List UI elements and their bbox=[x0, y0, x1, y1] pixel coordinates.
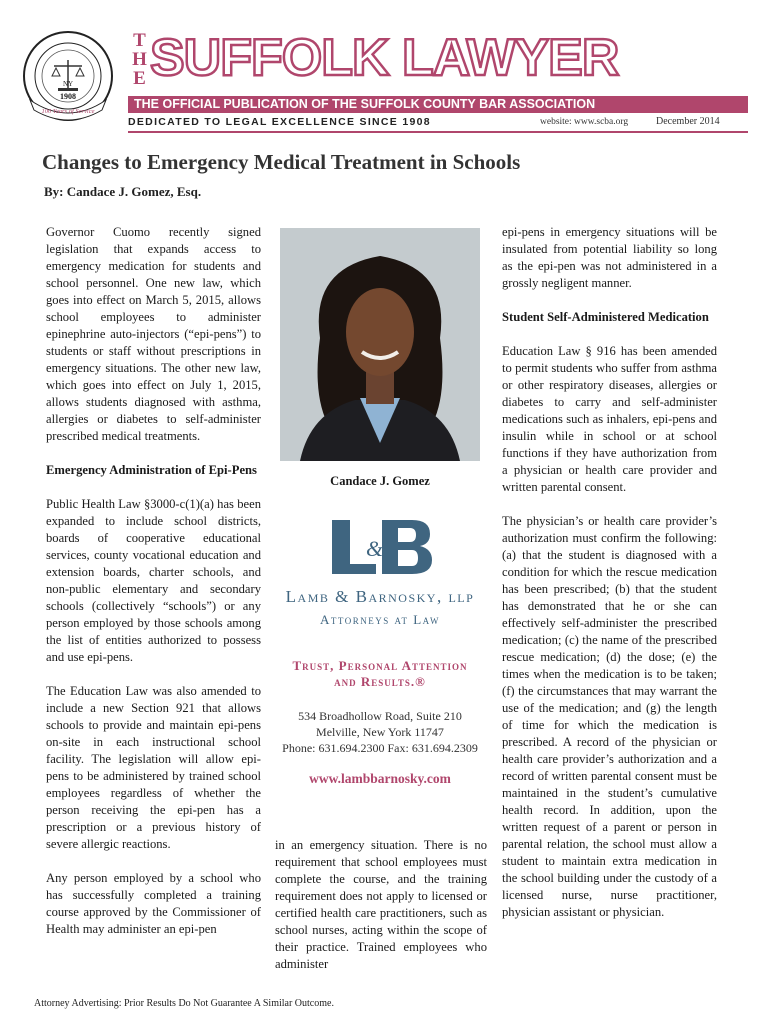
lamb-barnosky-logo bbox=[326, 516, 434, 576]
ad-tagline: Trust, Personal Attention and Results.® bbox=[292, 658, 468, 689]
firm-subtitle: Attorneys at Law bbox=[320, 612, 440, 627]
paragraph: in an emergency situation. There is no requirement that school employees must complete the course, and the training requirement does not apply to licensed or certified health care practitioners, such as school nurses, acting within the scope of their practice. Trained employees who administer bbox=[275, 838, 487, 971]
masthead-the: THE bbox=[129, 30, 150, 87]
firm-name: Lamb & Barnosky, llp bbox=[285, 587, 475, 606]
paragraph: The Education Law was also amended to include a new Section 921 that allows schools to provide and maintain epi-pens on-site in each instructional school facility. The legislation will allow epi-pens to be administered by trained school employees regardless of whether the person receiving the epi-pen has a prescription or a previous history of severe allergic reactions. bbox=[46, 684, 261, 851]
masthead-subtitle: THE OFFICIAL PUBLICATION OF THE SUFFOLK COUNTY BAR ASSOCIATION bbox=[128, 96, 748, 113]
svg-text:&: & bbox=[366, 536, 384, 561]
paragraph: Education Law § 916 has been amended to permit students who suffer from asthma or other respiratory diseases, allergies or diabetes to carry and self-administer medications such as inhalers, epi-pens and insulin while in school or at school functions if they have authorization from a physician or health care provider and written parental consent. bbox=[502, 344, 717, 494]
section-heading: Student Self-Administered Medication bbox=[502, 310, 709, 324]
article-byline: By: Candace J. Gomez, Esq. bbox=[44, 184, 202, 199]
masthead-website[interactable]: website: www.scba.org bbox=[540, 117, 629, 127]
paragraph: epi-pens in emergency situations will be insulated from potential liability so long as the epi-pen was not administered in a grossly negligent manner. bbox=[502, 225, 717, 290]
seal-ribbon: 100 Years of Service bbox=[41, 108, 95, 115]
paragraph: The physician’s or health care provider’s authorization must confirm the following: (a) that the student is diagnosed with a condition for which the rescue medication has been prescribed; (b) that the student has demonstrated that he or she can effectively self-administer the prescribed medication; (c) the name of the prescribed rescue medication; (d) the dose; (e) the times when the medication is to be taken; (f) the circumstances that may warrant the use of the medication; and (g) the length of time for which the medication is prescribed. A record of the physician or health care provider’s authorization and a record of written parental consent must be maintained in the student’s cumulative health record. In addition, upon the written request of a parent or person in parental relation, the school must allow a student to maintain extra medication in the school building under the custody of a licensed nurse, nurse practitioner, physician assistant or physician. bbox=[502, 514, 717, 919]
article-column-2 bbox=[275, 837, 487, 990]
paragraph: Any person employed by a school who has successfully completed a training course approved by the Commissioner of Health may administer an epi-pen bbox=[46, 871, 261, 936]
phone-fax: Phone: 631.694.2300 Fax: 631.694.2309 bbox=[282, 741, 478, 755]
author-photo bbox=[280, 228, 480, 461]
article-headline: Changes to Emergency Medical Treatment in Schools bbox=[42, 150, 521, 174]
lb-monogram-icon bbox=[326, 516, 434, 576]
paragraph: Public Health Law §3000-c(1)(a) has been expanded to include school districts, boards of cooperative educational services, county vocational education and extension boards, charter schools, and non-public elementary and secondary schools (collectively “schools”) or any person employed by those schools among the list of entities authorized to possess and use epi-pens. bbox=[46, 497, 261, 664]
firm-website-link[interactable]: www.lambbarnosky.com bbox=[309, 771, 451, 786]
masthead-title: SUFFOLK LAWYER bbox=[150, 29, 619, 87]
paragraph: Governor Cuomo recently signed legislation that expands access to emergency medication for students and school personnel. One new law, which goes into effect on March 5, 2015, allows school employees to administer epinephrine auto-injectors (“epi-pens”) to students or staff without prescriptions in emergency situations. The other new law, which goes into effect on July 1, 2015, allows students diagnosed with asthma, allergies or diabetes to self-administer prescribed medical treatments. bbox=[46, 225, 261, 443]
seal-state: NY bbox=[62, 80, 74, 88]
masthead-divider bbox=[128, 131, 748, 133]
author-portrait-icon bbox=[280, 228, 480, 461]
address-line-1: 534 Broadhollow Road, Suite 210 bbox=[298, 709, 462, 723]
address-line-2: Melville, New York 11747 bbox=[316, 725, 444, 739]
article-column-3 bbox=[502, 224, 717, 938]
section-heading: Emergency Administration of Epi-Pens bbox=[46, 463, 257, 477]
issue-date: December 2014 bbox=[656, 116, 720, 127]
seal-year: 1908 bbox=[60, 92, 76, 101]
photo-caption: Candace J. Gomez bbox=[330, 474, 430, 488]
firm-address bbox=[272, 708, 488, 756]
advertising-disclaimer: Attorney Advertising: Prior Results Do Not Guarantee A Similar Outcome. bbox=[34, 998, 334, 1009]
masthead-tagline: DEDICATED TO LEGAL EXCELLENCE SINCE 1908 bbox=[128, 116, 431, 128]
article-column-1 bbox=[46, 224, 261, 955]
